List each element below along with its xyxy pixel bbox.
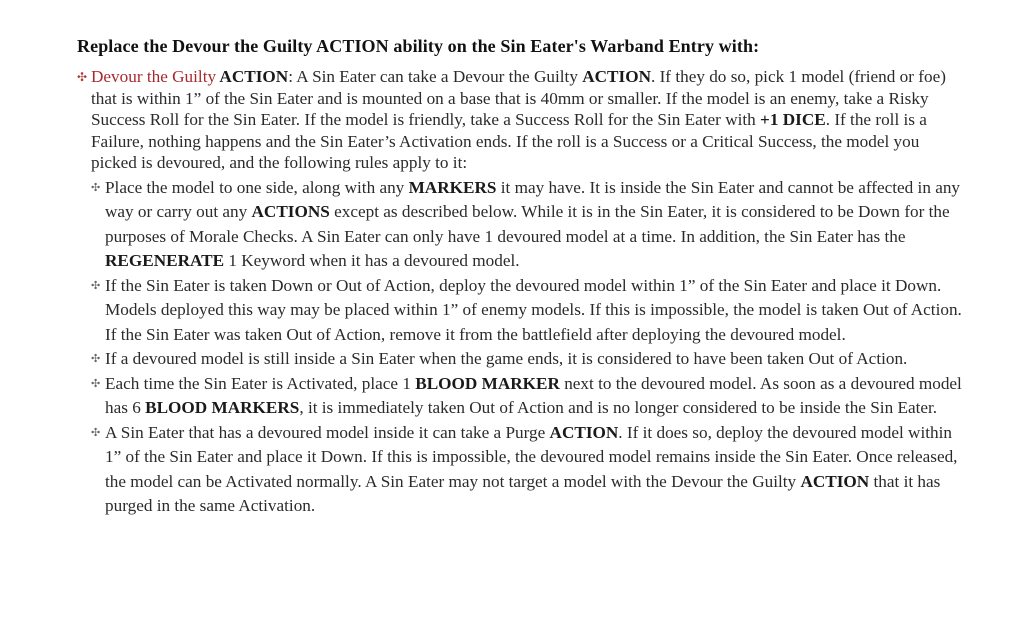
text-part: . If it does so, deploy the devoured model within 1” of the Sin Eater and place it Down. If this is impossible, the devoured model remains inside the Sin Eater. Once released, the model can be Activated normally. A Sin Eater may not target a model with the Devour the Guilty [105, 422, 958, 491]
keyword: ACTION [800, 471, 870, 491]
rule-text-part: : A Sin Eater can take a Devour the Guilty [288, 67, 583, 86]
devour-the-guilty-rule [77, 66, 962, 174]
ability-keyword: ACTION [216, 67, 289, 86]
text-part: 1 Keyword when it has a devoured model. [224, 251, 520, 270]
keyword: BLOOD MARKERS [145, 398, 300, 417]
section-heading: Replace the Devour the Guilty ACTION ability on the Sin Eater's Warband Entry with: [77, 36, 760, 56]
rule-text-part: . If the roll is a Failure, nothing happens and the Sin Eater’s Activation ends. If the roll is a Success or a Critical Success, the model you picked is devoured, and the following rules apply to it: [91, 110, 927, 172]
sub-rules-list [91, 176, 962, 519]
text-part: Each time the Sin Eater is Activated, place 1 [105, 373, 416, 393]
text-part: If the Sin Eater is taken Down or Out of Action, deploy the devoured model within 1” of the Sin Eater and place it Down. Models deployed this way may be placed within 1” of enemy models. If this is impossible, the model is taken Out of Action. If the Sin Eater was taken Out of Action, remove it from the battlefield after deploying the devoured model. [105, 275, 962, 344]
rule-text-part: . If they do so, pick 1 model (friend or foe) that is within 1” of the Sin Eater and is mounted on a base that is 40mm or smaller. If the model is an enemy, take a Risky Success Roll for the Sin Eater. If the model is friendly, take a Success Roll for the Sin Eater with [91, 67, 946, 129]
text-part: except as described below. While it is in the Sin Eater, it is considered to be Down for the purposes of Morale Checks. A Sin Eater can only have 1 devoured model at a time. In addition, the Sin Eater has the [105, 202, 950, 246]
keyword: REGENERATE [105, 251, 225, 270]
rules-body [77, 66, 962, 519]
sub-rule [91, 421, 962, 519]
ability-name: Devour the Guilty [91, 67, 217, 86]
sub-rule-text [105, 176, 962, 274]
text-part: If a devoured model is still inside a Sin Eater when the game ends, it is considered to have been taken Out of Action. [105, 349, 908, 368]
sub-rule [91, 274, 962, 348]
bullet-icon: ✣ [91, 181, 101, 194]
text-part: Place the model to one side, along with any [105, 177, 409, 197]
sub-rule [91, 372, 962, 421]
rule-text [91, 66, 962, 174]
text-part: it may have. It is inside the Sin Eater and cannot be affected in any way or carry out any [105, 177, 961, 221]
text-part: next to the devoured model. As soon as a devoured model has 6 [105, 373, 962, 417]
sub-rule-text [105, 274, 962, 348]
bullet-icon: ✣ [91, 279, 101, 292]
text-part: A Sin Eater that has a devoured model inside it can take a Purge [105, 422, 550, 442]
keyword: +1 DICE [760, 110, 826, 129]
sub-rule-text [105, 421, 962, 519]
bullet-icon: ✣ [77, 70, 88, 84]
keyword: BLOOD MARKER [415, 373, 560, 393]
text-part: , it is immediately taken Out of Action and is no longer considered to be inside the Sin Eater. [299, 398, 938, 417]
sub-rule [91, 176, 962, 274]
bullet-icon: ✣ [91, 353, 101, 365]
keyword: ACTIONS [251, 202, 330, 221]
bullet-icon: ✣ [91, 426, 101, 439]
text-part: that it has purged in the same Activation. [105, 471, 941, 515]
keyword: ACTION [549, 422, 619, 442]
sub-rule-text [105, 347, 962, 372]
sub-rule-text [105, 372, 962, 421]
bullet-icon: ✣ [91, 377, 101, 390]
keyword: ACTION [582, 67, 651, 86]
keyword: MARKERS [408, 177, 497, 197]
sub-rule [91, 347, 962, 372]
